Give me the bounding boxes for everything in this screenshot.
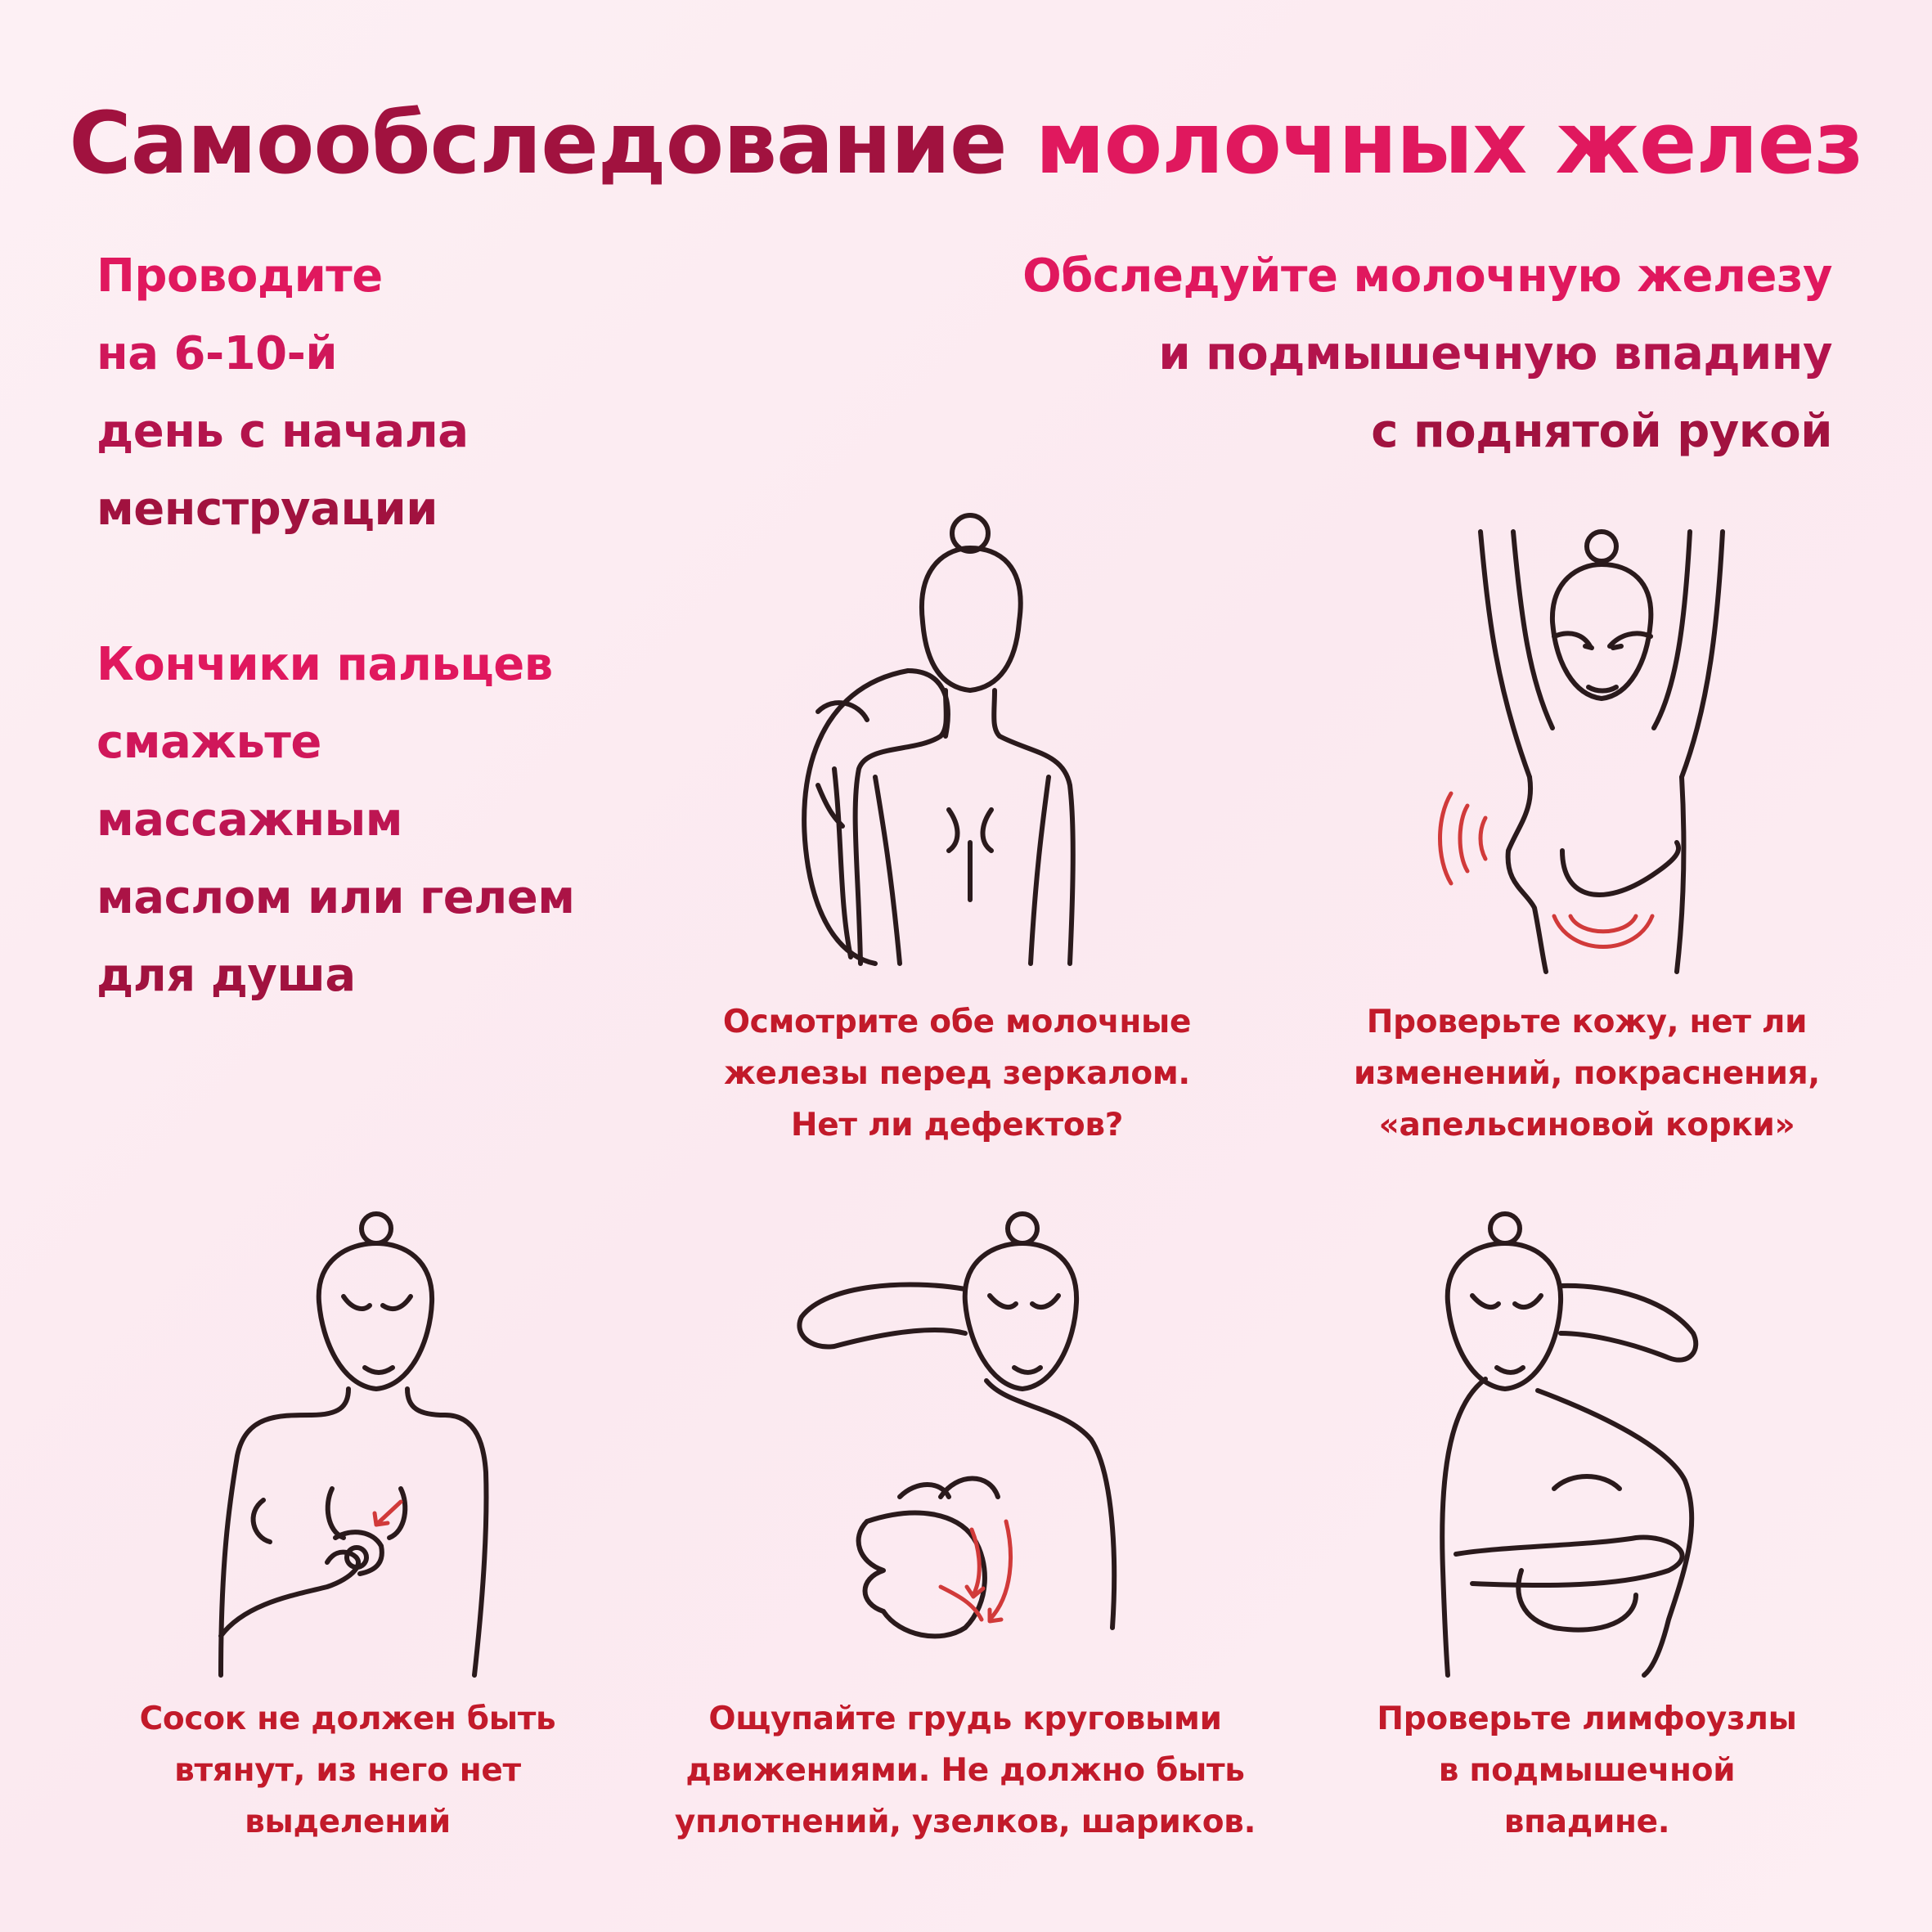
caption-line: втянут, из него нет bbox=[174, 1752, 521, 1789]
caption-line: Сосок не должен быть bbox=[139, 1701, 556, 1737]
caption-line: Ощупайте грудь круговыми bbox=[708, 1701, 1222, 1737]
page-title bbox=[0, 93, 1932, 193]
woman-circular-palpation-illustration bbox=[793, 1211, 1137, 1677]
left-line: Кончики пальцев bbox=[97, 638, 553, 691]
right-heading-line: с поднятой рукой bbox=[1371, 405, 1832, 458]
woman-lymph-node-check-illustration bbox=[1423, 1211, 1750, 1677]
caption-line: Проверьте лимфоузлы bbox=[1377, 1701, 1797, 1737]
caption-line: выделений bbox=[245, 1804, 451, 1840]
caption-line: уплотнений, узелков, шариков. bbox=[674, 1804, 1256, 1840]
caption-palpate bbox=[622, 1693, 1309, 1848]
left-line: Проводите bbox=[97, 249, 383, 303]
caption-line: Проверьте кожу, нет ли bbox=[1366, 1004, 1808, 1040]
right-heading bbox=[769, 237, 1832, 470]
title-part-2: молочных желез bbox=[1035, 93, 1863, 193]
woman-raised-arms-illustration bbox=[1440, 523, 1734, 982]
caption-mirror bbox=[630, 996, 1284, 1151]
caption-line: Нет ли дефектов? bbox=[790, 1107, 1124, 1143]
left-line: менструации bbox=[97, 483, 438, 536]
left-line: массажным bbox=[97, 793, 403, 847]
caption-line: впадине. bbox=[1503, 1804, 1670, 1840]
woman-nipple-check-illustration bbox=[188, 1211, 515, 1677]
left-line: смажьте bbox=[97, 716, 321, 769]
caption-lymph bbox=[1309, 1693, 1865, 1848]
caption-line: изменений, покраснения, bbox=[1354, 1055, 1820, 1092]
left-instructions bbox=[97, 237, 685, 1014]
caption-line: железы перед зеркалом. bbox=[724, 1055, 1190, 1092]
title-part-1: Самообследование bbox=[69, 93, 1007, 193]
caption-line: движениями. Не должно быть bbox=[685, 1752, 1245, 1789]
caption-line: в подмышечной bbox=[1438, 1752, 1736, 1789]
left-line: на 6-10-й bbox=[97, 327, 338, 380]
caption-line: Осмотрите обе молочные bbox=[722, 1004, 1192, 1040]
right-heading-line: Обследуйте молочную железу bbox=[1022, 249, 1832, 303]
right-heading-line: и подмышечную впадину bbox=[1158, 327, 1832, 380]
caption-skin bbox=[1276, 996, 1898, 1151]
left-line: для душа bbox=[97, 949, 356, 1002]
left-line: день с начала bbox=[97, 405, 469, 458]
caption-line: «апельсиновой корки» bbox=[1378, 1107, 1795, 1143]
caption-nipple bbox=[65, 1693, 630, 1848]
left-line: маслом или гелем bbox=[97, 871, 575, 924]
woman-mirror-illustration bbox=[785, 515, 1129, 973]
